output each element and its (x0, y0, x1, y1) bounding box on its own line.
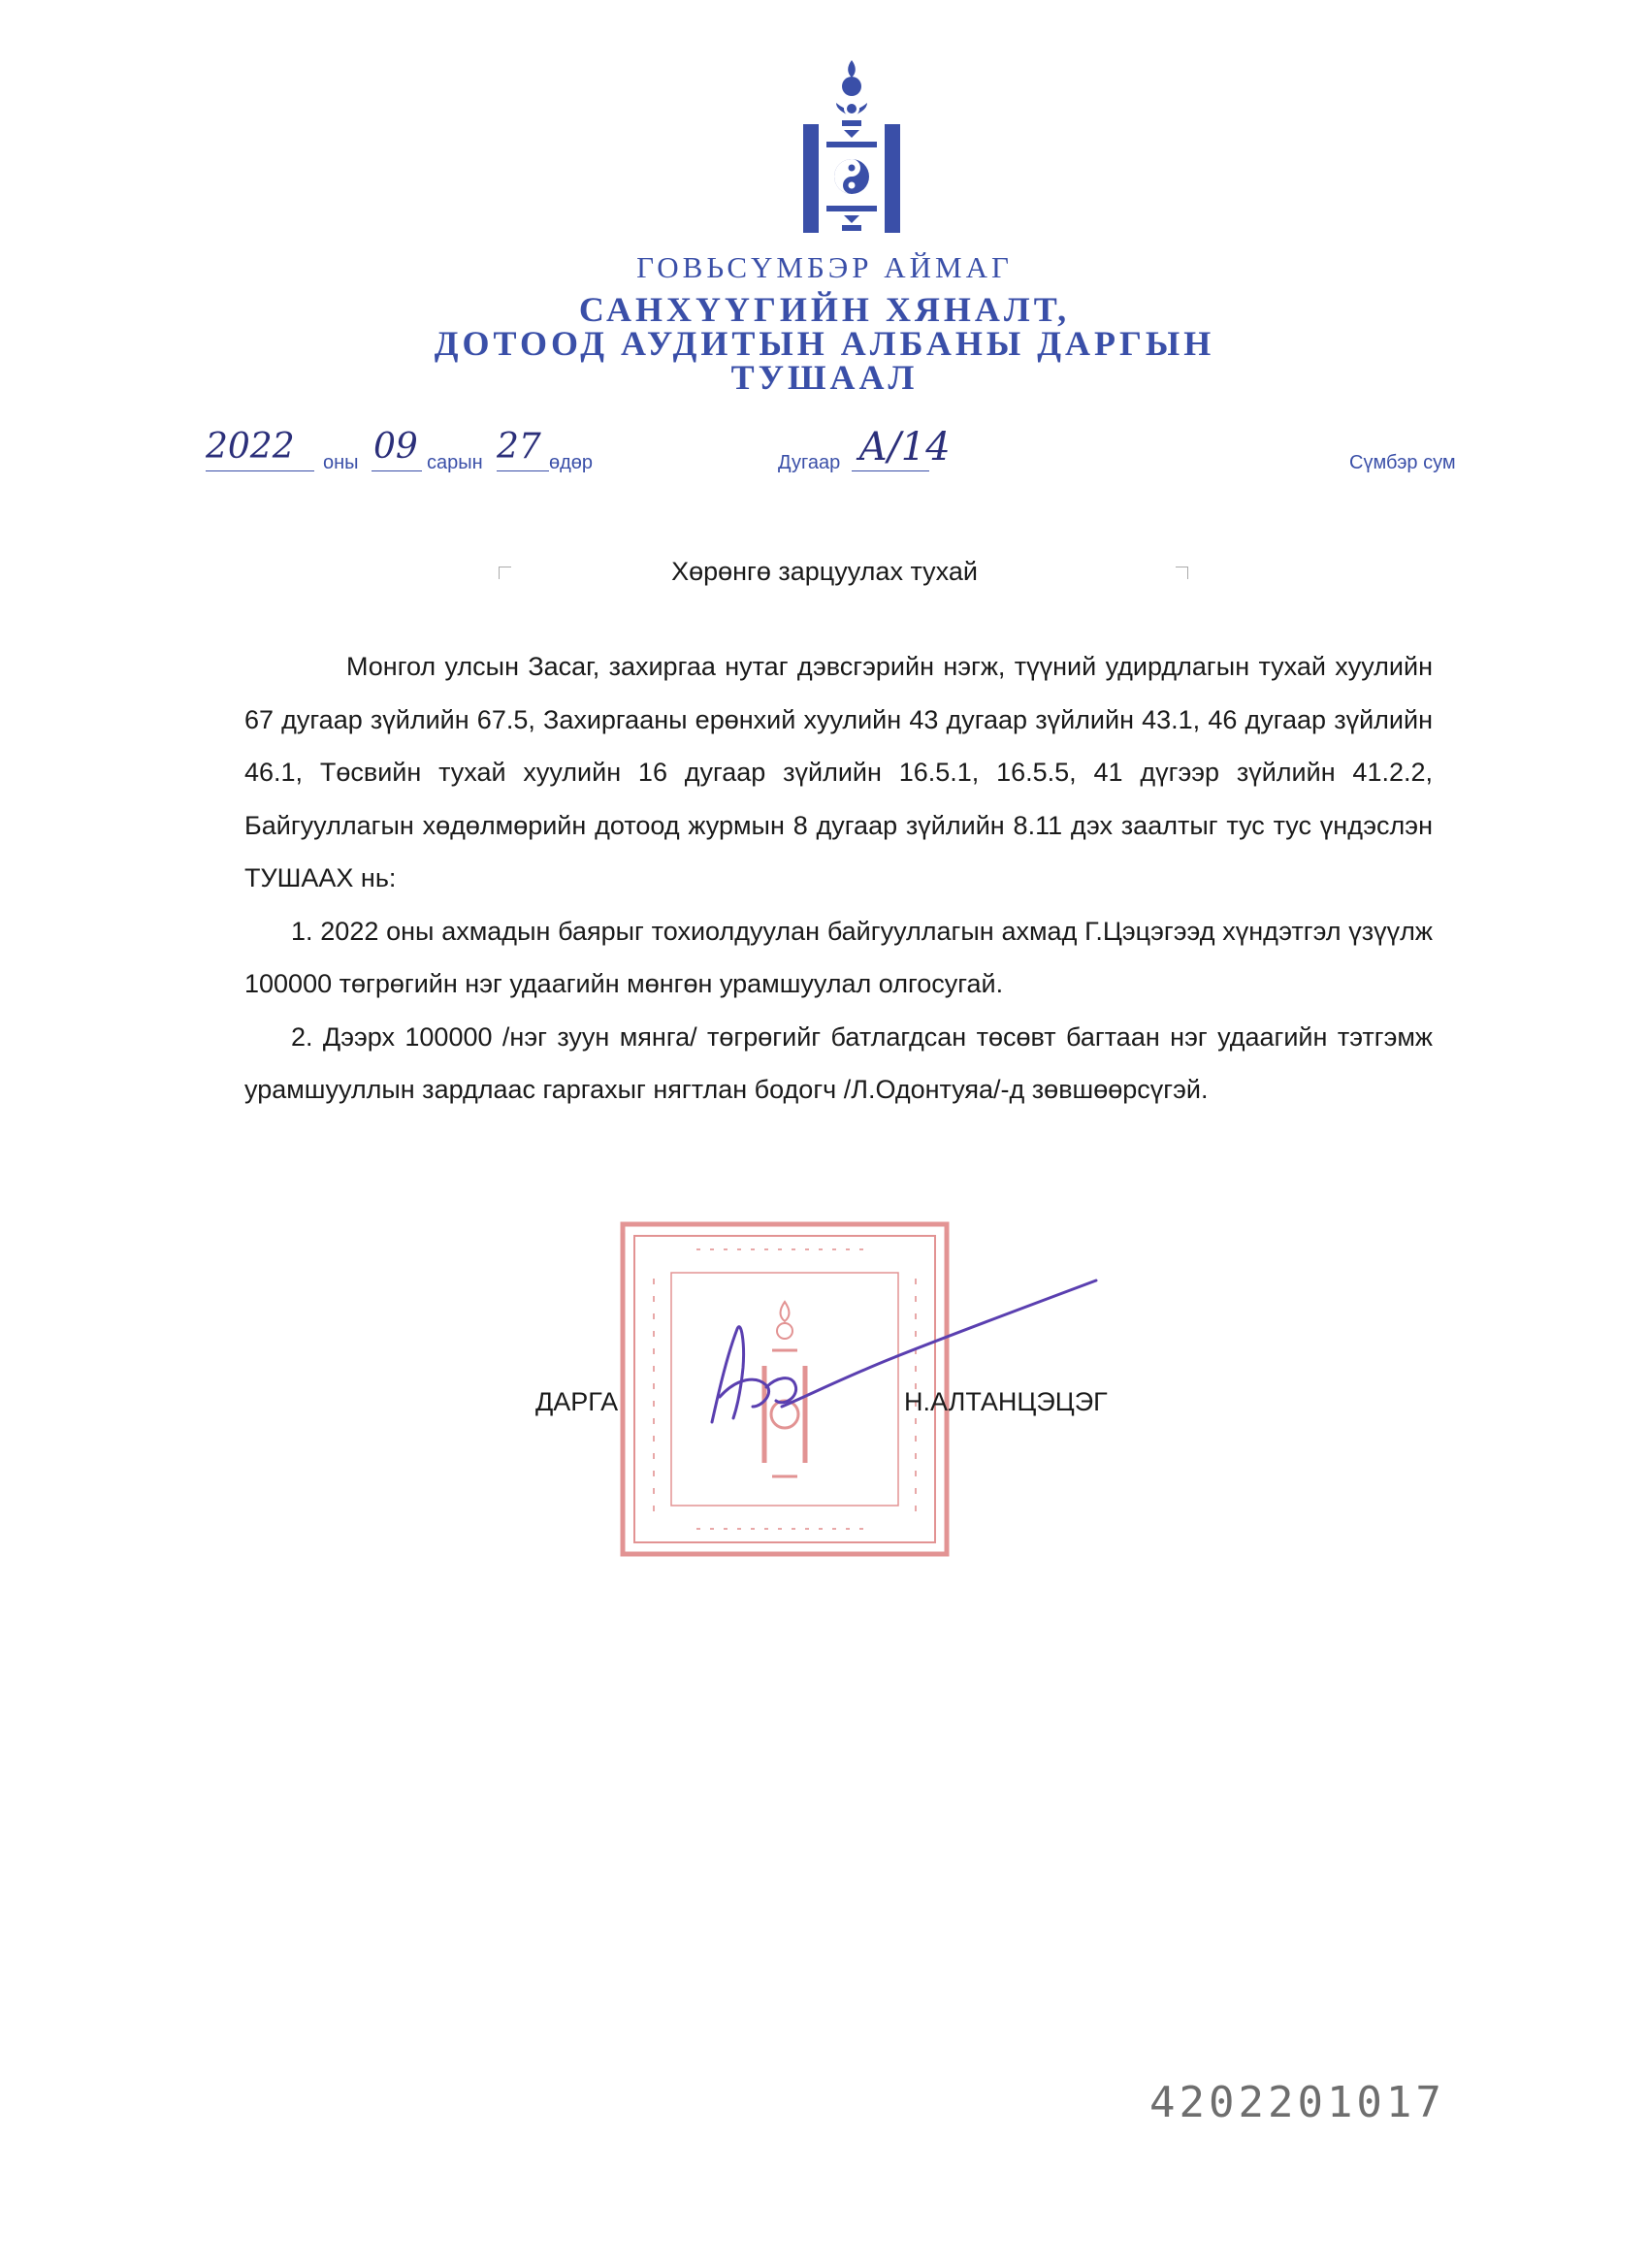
document-body (244, 640, 1433, 1117)
document-title: Хөрөнгө зарцуулах тухай (671, 557, 978, 586)
place-name: Сүмбэр сум (1349, 452, 1456, 473)
number-label: Дугаар (778, 452, 841, 473)
month-underline (372, 470, 422, 471)
order-item-1: 1. 2022 оны ахмадын баярыг тохиолдуулан байгууллагын ахмад Г.Цэцэгээд хүндэтгэл үзүүлж 100000 төгрөгийн нэг удаагийн мөнгөн урамшуулал олгосугай. (244, 916, 1433, 998)
order-item-2: 2. Дээрх 100000 /нэг зуун мянга/ төгрөгийг батлагдсан төсөвт багтаан нэг удаагийн тэтгэмж урамшууллын зардлаас гаргахыг нягтлан бодогч /Л.Одонтуяа/-д зөвшөөрсүгэй. (244, 1021, 1433, 1104)
organization-title-line-1: САНХҮҮГИЙН ХЯНАЛТ, (578, 290, 1071, 329)
date-day: 27 (497, 427, 541, 467)
organization-title-line-2: ДОТООД АУДИТЫН АЛБАНЫ ДАРГЫН (434, 324, 1215, 363)
document-type-title: ТУШААЛ (730, 358, 919, 397)
year-underline (206, 470, 314, 471)
year-suffix: оны (323, 452, 359, 473)
month-suffix: сарын (427, 452, 483, 473)
signatory-name: Н.АЛТАНЦЭЦЭГ (904, 1387, 1108, 1416)
date-month: 09 (373, 427, 418, 467)
number-underline (852, 470, 929, 471)
aimag-title: ГОВЬСҮМБЭР АЙМАГ (636, 250, 1013, 284)
registration-number: 4202201017 (1149, 2078, 1445, 2127)
date-year: 2022 (206, 427, 295, 467)
document-number: А/14 (858, 425, 951, 470)
soyombo-emblem-icon (803, 60, 900, 233)
signatory-role: ДАРГА (535, 1387, 619, 1416)
day-suffix: өдөр (549, 452, 594, 473)
day-underline (497, 470, 549, 471)
intro-paragraph: Монгол улсын Засаг, захиргаа нутаг дэвсгэрийн нэгж, түүний удирдлагын тухай хуулийн 67 дугаар зүйлийн 67.5, Захиргааны ерөнхий хуулийн 43 дугаар зүйлийн 43.1, 46 дугаар зүйлийн 46.1, Төсвийн тухай хуулийн 16 дугаар зүйлийн 16.5.1, 16.5.5, 41 дүгээр зүйлийн 41.2.2, Байгууллагын хөдөлмөрийн дотоод журмын 8 дугаар зүйлийн 8.11 дэх заалтыг тус тус үндэслэн ТУШААХ нь: (244, 652, 1433, 892)
